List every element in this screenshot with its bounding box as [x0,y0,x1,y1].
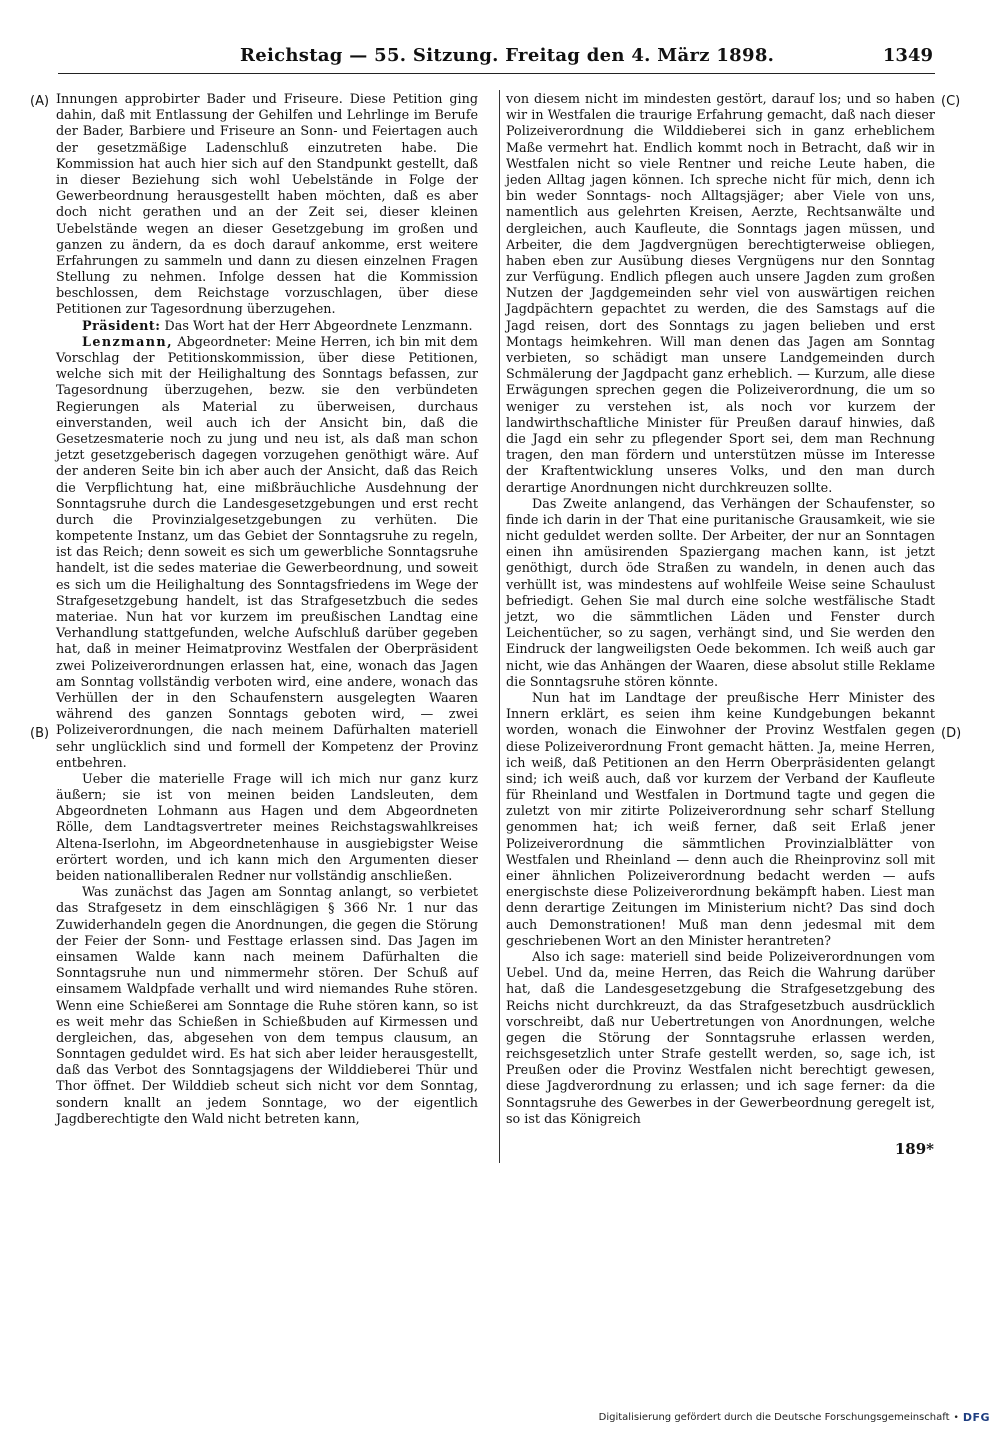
speech-text: Abgeordneter: Meine Herren, ich bin mit dem Vorschlag der Petitionskommission, über diese Petitionen, welche sich mit der Heilighaltung des Sonntags befassen, zur Tagesordnung überzugehen, bezw. sie den verbündeten Regierungen als Material zu überweisen, durchaus einverstanden, weil auch ich der Ansicht bin, daß die Gesetzesmaterie noch zu jung und neu ist, als daß man schon jetzt gesetzgeberisch dagegen vorzugehen genöthigt wäre. Auf der anderen Seite bin ich aber auch der Ansicht, daß das Reich die Verpflichtung hat, eine mißbräuchliche Ausdehnung der Sonntagsruhe durch die Landesgesetzgebungen und erst recht durch die Provinzialgesetzgebungen zu verhüten. Die kompetente Instanz, um das Gebiet der Sonntagsruhe zu regeln, ist das Reich; denn soweit es sich um gewerbliche Sonntagsruhe handelt, ist die sedes materiae die Gewerbeordnung, und soweit es sich um die Heilighaltung des Sonntagsfriedens im Wege der Strafgesetzgebung handelt, ist das Strafgesetzbuch die sedes materiae. Nun hat vor kurzem im preußischen Landtag eine Verhandlung stattgefunden, welche Aufschluß darüber gegeben hat, daß in meiner Heimatprovinz Westfalen der Oberpräsident zwei Polizeiverordnungen erlassen hat, eine, wonach das Jagen am Sonntag vollständig verboten wird, eine andere, wonach das Verhüllen der in den Schaufenstern ausgelegten Waaren während des ganzen Sonntags geboten wird, — zwei Polizeiverordnungen, die nach meinem Dafürhalten materiell sehr unglücklich sind und formell der Kompetenz der Provinz entbehren. [56,334,478,771]
footer-credit [599,1411,990,1424]
paragraph: Das Zweite anlangend, das Verhängen der Schaufenster, so finde ich darin in der That eine puritanische Grausamkeit, wie sie nicht geduldet werden sollte. Der Arbeiter, der nur an Sonntagen einen ihn amüsirenden Spaziergang machen kann, ist jetzt genöthigt, durch öde Straßen zu wandeln, in denen auch das verhüllt ist, was mindestens auf wohlfeile Weise seine Schaulust befriedigt. Gehen Sie mal durch eine solche westfälische Stadt jetzt, wo die sämmtlichen Läden und Fenster durch Leichentücher, so zu sagen, verhängt sind, und Sie werden den Eindruck der langweiligsten Oede bekommen. Ich weiß auch gar nicht, wie das Anhängen der Waaren, diese absolut stille Reklame die Sonntagsruhe stören könnte. [506,496,935,690]
paragraph [56,319,478,335]
page-number: 1349 [882,45,933,66]
separator-dot: • [953,1412,959,1423]
paragraph: Also ich sage: materiell sind beide Polizeiverordnungen vom Uebel. Und da, meine Herren, das Reich die Wahrung darüber hat, daß die Landesgesetzgebung die Strafgesetzgebung des Reichs nicht durchkreuzt, da das Strafgesetzbuch ausdrücklich vorschreibt, daß nur Uebertretungen von Anordnungen, welche gegen die Störung der Sonntagsruhe erlassen werden, reichsgesetzlich unter Strafe gestellt werden, so, sage ich, ist Preußen oder die Provinz Westfalen nicht berechtigt gewesen, diese Jagdverordnung zu erlassen; und ich sage ferner: da die Sonntagsruhe des Gewerbes in der Gewerbeordnung geregelt ist, so ist das Königreich [506,949,935,1127]
page-header [0,0,1000,84]
margin-mark-a: (A) [30,94,50,109]
left-column [56,92,478,1128]
column-divider [499,90,500,1163]
right-column [506,92,935,1128]
paragraph: Nun hat im Landtage der preußische Herr Minister des Innern erklärt, es seien ihm keine Kundgebungen bekannt worden, wonach die Einwohner der Provinz Westfalen gegen diese Polizeiverordnung Front gemacht hätten. Ja, meine Herren, ich weiß, daß Petitionen an den Herrn Oberpräsidenten gelangt sind; ich weiß auch, daß vor kurzem der Verband der Kaufleute für Rheinland und Westfalen in Dortmund tagte und gegen die zuletzt von mir zitirte Polizeiverordnung sehr scharf Stellung genommen hat; ich weiß ferner, daß seit Erlaß jener Polizeiverordnung die sämmtlichen Provinzialblätter von Westfalen und Rheinland — denn auch die Rheinprovinz soll mit einer ähnlichen Polizeiverordnung bedacht werden — aufs energischste diese Polizeiverordnung bekämpft haben. Liest man denn derartige Zeitungen im Ministerium nicht? Das sind doch auch Demonstrationen! Muß man denn jedesmal mit dem geschriebenen Wort an den Minister herantreten? [506,690,935,949]
paragraph [56,335,478,772]
running-title: Reichstag — 55. Sitzung. Freitag den 4. März 1898. [240,45,775,66]
credit-text: Digitalisierung gefördert durch die Deutsche Forschungsgemeinschaft [598,1412,950,1423]
dfg-logo-icon: DFG [962,1411,990,1424]
paragraph: Ueber die materielle Frage will ich mich nur ganz kurz äußern; sie ist von meinen beiden Landsleuten, dem Abgeordneten Lohmann aus Hagen und dem Abgeordneten Rölle, dem Landtagsvertreter meines Reichstagswahlkreises Altena-Iserlohn, im Abgeordnetenhause in ausgiebigster Weise erörtert worden, und ich kann mich den Argumenten dieser beiden nationalliberalen Redner nur vollständig anschließen. [56,771,478,884]
paragraph: Was zunächst das Jagen am Sonntag anlangt, so verbietet das Strafgesetz in dem einschlägigen § 366 Nr. 1 nur das Zuwiderhandeln gegen die Anordnungen, die gegen die Störung der Feier der Sonn- und Festtage erlassen sind. Das Jagen im einsamen Walde kann nach meinem Dafürhalten die Sonntagsruhe nun und nimmermehr stören. Der Schuß auf einsamem Waldpfade verhallt und wird niemandes Ruhe stören. Wenn eine Schießerei am Sonntage die Ruhe stören kann, so ist es weit mehr das Schießen in Schießbuden auf Kirmessen und dergleichen, das, abgesehen von dem tempus clausum, an Sonntagen geduldet wird. Es hat sich aber leider herausgestellt, daß das Verbot des Sonntagsjagens der Wilddieberei Thür und Thor öffnet. Der Wilddieb scheut sich nicht vor dem Sonntag, sondern knallt an jedem Sonntage, wo der eigentlich Jagdberechtigte den Wald nicht betreten kann, [56,885,478,1127]
signature-mark: 189* [894,1140,934,1158]
margin-mark-d: (D) [941,726,962,741]
speaker-name: Lenzmann, [82,334,173,350]
margin-mark-c: (C) [941,94,961,109]
paragraph: von diesem nicht im mindesten gestört, darauf los; und so haben wir in Westfalen die traurige Erfahrung gemacht, daß nach dieser Polizeiverordnung die Wilddieberei sich in ganz erheblichem Maße vermehrt hat. Endlich kommt noch in Betracht, daß wir in Westfalen nicht so viele Rentner und reiche Leute haben, die jeden Alltag jagen können. Ich spreche nicht für mich, denn ich bin weder Sonntags- noch Alltagsjäger; aber Viele von uns, namentlich aus gelehrten Kreisen, Aerzte, Rechtsanwälte und dergleichen, auch Kaufleute, die Sonntags jagen müssen, und Arbeiter, die dem Jagdvergnügen berechtigterweise obliegen, haben eben zur Ausübung dieses Vergnügens nur den Sonntag zur Verfügung. Endlich pflegen auch unsere Jagden zum großen Nutzen der Jagdgemeinden sehr viel von auswärtigen reichen Jagdpächtern gepachtet zu werden, die des Samstags auf die Jagd reisen, dort des Sonntags zu jagen belieben und erst Montags heimkehren. Will man denen das Jagen am Sonntag verbieten, so schädigt man unsere Landgemeinden durch Schmälerung der Jagdpacht ganz erheblich. — Kurzum, alle diese Erwägungen sprechen gegen die Polizeiverordnung, die um so weniger zu verstehen ist, als noch vor kurzem der landwirthschaftliche Minister für Preußen darauf hinwies, daß die Jagd ein sehr zu pflegender Sport sei, dem man Rechnung tragen, den man fördern und unterstützen müsse im Interesse der Kraftentwicklung unseres Volks, und den man durch derartige Anordnungen nicht durchkreuzen sollte. [506,92,935,496]
speech-text: Das Wort hat der Herr Abgeordnete Lenzmann. [160,318,473,334]
margin-mark-b: (B) [30,726,50,741]
paragraph: Innungen approbirter Bader und Friseure. Diese Petition ging dahin, daß mit Entlassung der Gehilfen und Lehrlinge im Berufe der Bader, Barbiere und Friseure an Sonn- und Feiertagen auch der gesetzmäßige Ladenschluß einzutreten habe. Die Kommission hat auch hier sich auf den Standpunkt gestellt, daß in dieser Beziehung sich wohl Uebelstände in Folge der Gewerbeordnung herausgestellt haben möchten, daß es aber doch nicht gerathen und an der Zeit sei, dieser kleinen Uebelstände wegen an dieser Gesetzgebung im großen und ganzen zu ändern, da es doch darauf ankomme, erst weitere Erfahrungen zu sammeln und dann zu diesen einzelnen Fragen Stellung zu nehmen. Infolge dessen hat die Kommission beschlossen, dem Reichstage vorzuschlagen, über diese Petitionen zur Tagesordnung überzugehen. [56,92,478,318]
speaker-name: Präsident: [82,318,161,334]
header-rule [58,73,935,74]
